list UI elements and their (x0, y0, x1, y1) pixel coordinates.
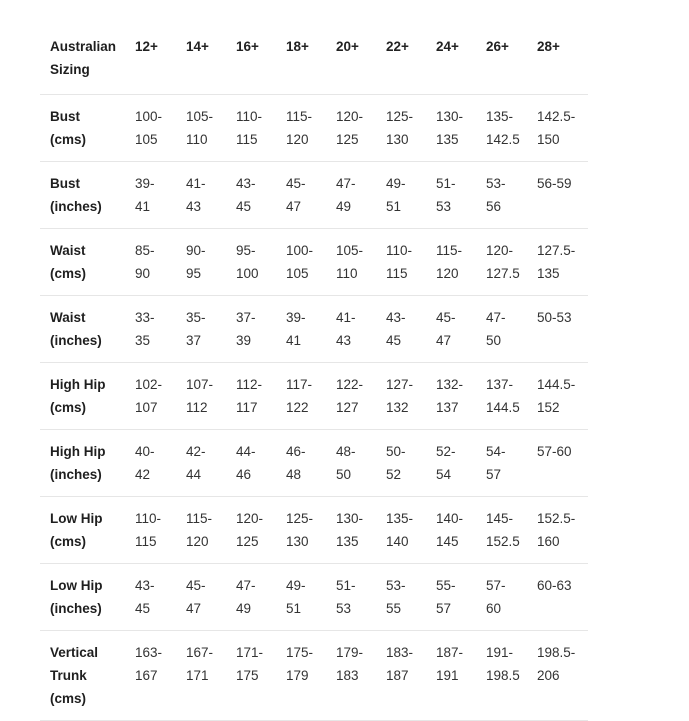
table-cell: 135- 140 (386, 511, 414, 549)
table-cell: 105- 110 (336, 243, 364, 281)
table-cell: 140- 145 (436, 511, 464, 549)
table-cell: 127.5- 135 (537, 243, 576, 281)
header-row (40, 22, 588, 95)
table-row (40, 631, 588, 721)
table-cell: 107- 112 (186, 377, 214, 415)
table-cell: 130- 135 (336, 511, 364, 549)
table-cell: 120- 125 (236, 511, 264, 549)
table-cell: 110- 115 (386, 243, 413, 281)
table-cell: 120- 127.5 (486, 243, 520, 281)
size-header: 20+ (336, 39, 359, 54)
table-cell: 175- 179 (286, 645, 314, 683)
size-header: 12+ (135, 39, 158, 54)
table-cell: 85- 90 (135, 243, 155, 281)
table-cell: 33- 35 (135, 310, 155, 348)
table-row (40, 430, 588, 497)
size-chart-table (40, 22, 588, 721)
table-cell: 51- 53 (336, 578, 356, 616)
row-label: High Hip (inches) (50, 444, 106, 482)
table-cell: 95- 100 (236, 243, 259, 281)
table-cell: 57- 60 (486, 578, 506, 616)
size-header: 16+ (236, 39, 259, 54)
table-cell: 39- 41 (135, 176, 155, 214)
size-header: 14+ (186, 39, 209, 54)
table-cell: 55- 57 (436, 578, 456, 616)
table-cell: 45- 47 (436, 310, 456, 348)
table-cell: 112- 117 (236, 377, 263, 415)
table-cell: 49- 51 (386, 176, 406, 214)
table-row (40, 296, 588, 363)
row-label: Low Hip (cms) (50, 511, 103, 549)
table-cell: 45- 47 (286, 176, 306, 214)
table-cell: 52- 54 (436, 444, 456, 482)
table-cell: 183- 187 (386, 645, 414, 683)
size-header: 18+ (286, 39, 309, 54)
table-cell: 191- 198.5 (486, 645, 520, 683)
table-cell: 90- 95 (186, 243, 206, 281)
table-cell: 198.5- 206 (537, 645, 576, 683)
table-cell: 60-63 (537, 578, 572, 593)
table-cell: 37- 39 (236, 310, 256, 348)
size-header: 28+ (537, 39, 560, 54)
row-label: Vertical Trunk (cms) (50, 645, 99, 706)
table-cell: 122- 127 (336, 377, 364, 415)
table-cell: 47- 49 (336, 176, 356, 214)
size-header: 26+ (486, 39, 509, 54)
table-cell: 53- 56 (486, 176, 506, 214)
table-cell: 100- 105 (286, 243, 314, 281)
table-cell: 40- 42 (135, 444, 155, 482)
table-cell: 105- 110 (186, 109, 214, 147)
table-cell: 35- 37 (186, 310, 206, 348)
table-cell: 163- 167 (135, 645, 163, 683)
row-label: Waist (cms) (50, 243, 87, 281)
table-cell: 110- 115 (135, 511, 162, 549)
table-cell: 115- 120 (436, 243, 463, 281)
table-cell: 41- 43 (336, 310, 356, 348)
row-label: Low Hip (inches) (50, 578, 103, 616)
table-cell: 56-59 (537, 176, 572, 191)
table-cell: 46- 48 (286, 444, 306, 482)
table-cell: 102- 107 (135, 377, 163, 415)
table-cell: 39- 41 (286, 310, 306, 348)
table-cell: 57-60 (537, 444, 572, 459)
table-cell: 125- 130 (286, 511, 314, 549)
row-label: High Hip (cms) (50, 377, 106, 415)
table-cell: 144.5- 152 (537, 377, 576, 415)
table-row (40, 363, 588, 430)
table-cell: 44- 46 (236, 444, 256, 482)
table-cell: 137- 144.5 (486, 377, 520, 415)
table-cell: 51- 53 (436, 176, 456, 214)
table-cell: 142.5- 150 (537, 109, 576, 147)
table-cell: 125- 130 (386, 109, 414, 147)
table-cell: 49- 51 (286, 578, 306, 616)
table-cell: 179- 183 (336, 645, 364, 683)
table-cell: 42- 44 (186, 444, 206, 482)
row-label: Bust (inches) (50, 176, 102, 214)
table-cell: 47- 49 (236, 578, 256, 616)
table-cell: 135- 142.5 (486, 109, 520, 147)
table-row (40, 564, 588, 631)
table-cell: 152.5- 160 (537, 511, 576, 549)
table-row (40, 162, 588, 229)
table-row (40, 229, 588, 296)
table-cell: 47- 50 (486, 310, 506, 348)
table-body (40, 95, 588, 721)
table-cell: 43- 45 (386, 310, 406, 348)
table-cell: 50- 52 (386, 444, 406, 482)
table-cell: 48- 50 (336, 444, 356, 482)
table-cell: 171- 175 (236, 645, 264, 683)
row-label: Waist (inches) (50, 310, 102, 348)
table-cell: 187- 191 (436, 645, 464, 683)
row-label: Bust (cms) (50, 109, 87, 147)
table-cell: 117- 122 (286, 377, 313, 415)
header-label: Australian Sizing (50, 39, 117, 77)
size-header: 22+ (386, 39, 409, 54)
table-cell: 130- 135 (436, 109, 464, 147)
table-cell: 43- 45 (135, 578, 155, 616)
table-cell: 41- 43 (186, 176, 206, 214)
table-cell: 100- 105 (135, 109, 163, 147)
size-header: 24+ (436, 39, 459, 54)
table-row (40, 95, 588, 162)
table-cell: 110- 115 (236, 109, 263, 147)
table-cell: 115- 120 (186, 511, 213, 549)
table-cell: 53- 55 (386, 578, 406, 616)
table-cell: 120- 125 (336, 109, 364, 147)
table-row (40, 497, 588, 564)
table-cell: 50-53 (537, 310, 572, 325)
table-cell: 115- 120 (286, 109, 313, 147)
table-cell: 145- 152.5 (486, 511, 520, 549)
table-cell: 167- 171 (186, 645, 214, 683)
table-cell: 54- 57 (486, 444, 506, 482)
table-cell: 45- 47 (186, 578, 206, 616)
table-cell: 132- 137 (436, 377, 464, 415)
table-cell: 127- 132 (386, 377, 414, 415)
table-header (40, 22, 588, 95)
table-cell: 43- 45 (236, 176, 256, 214)
